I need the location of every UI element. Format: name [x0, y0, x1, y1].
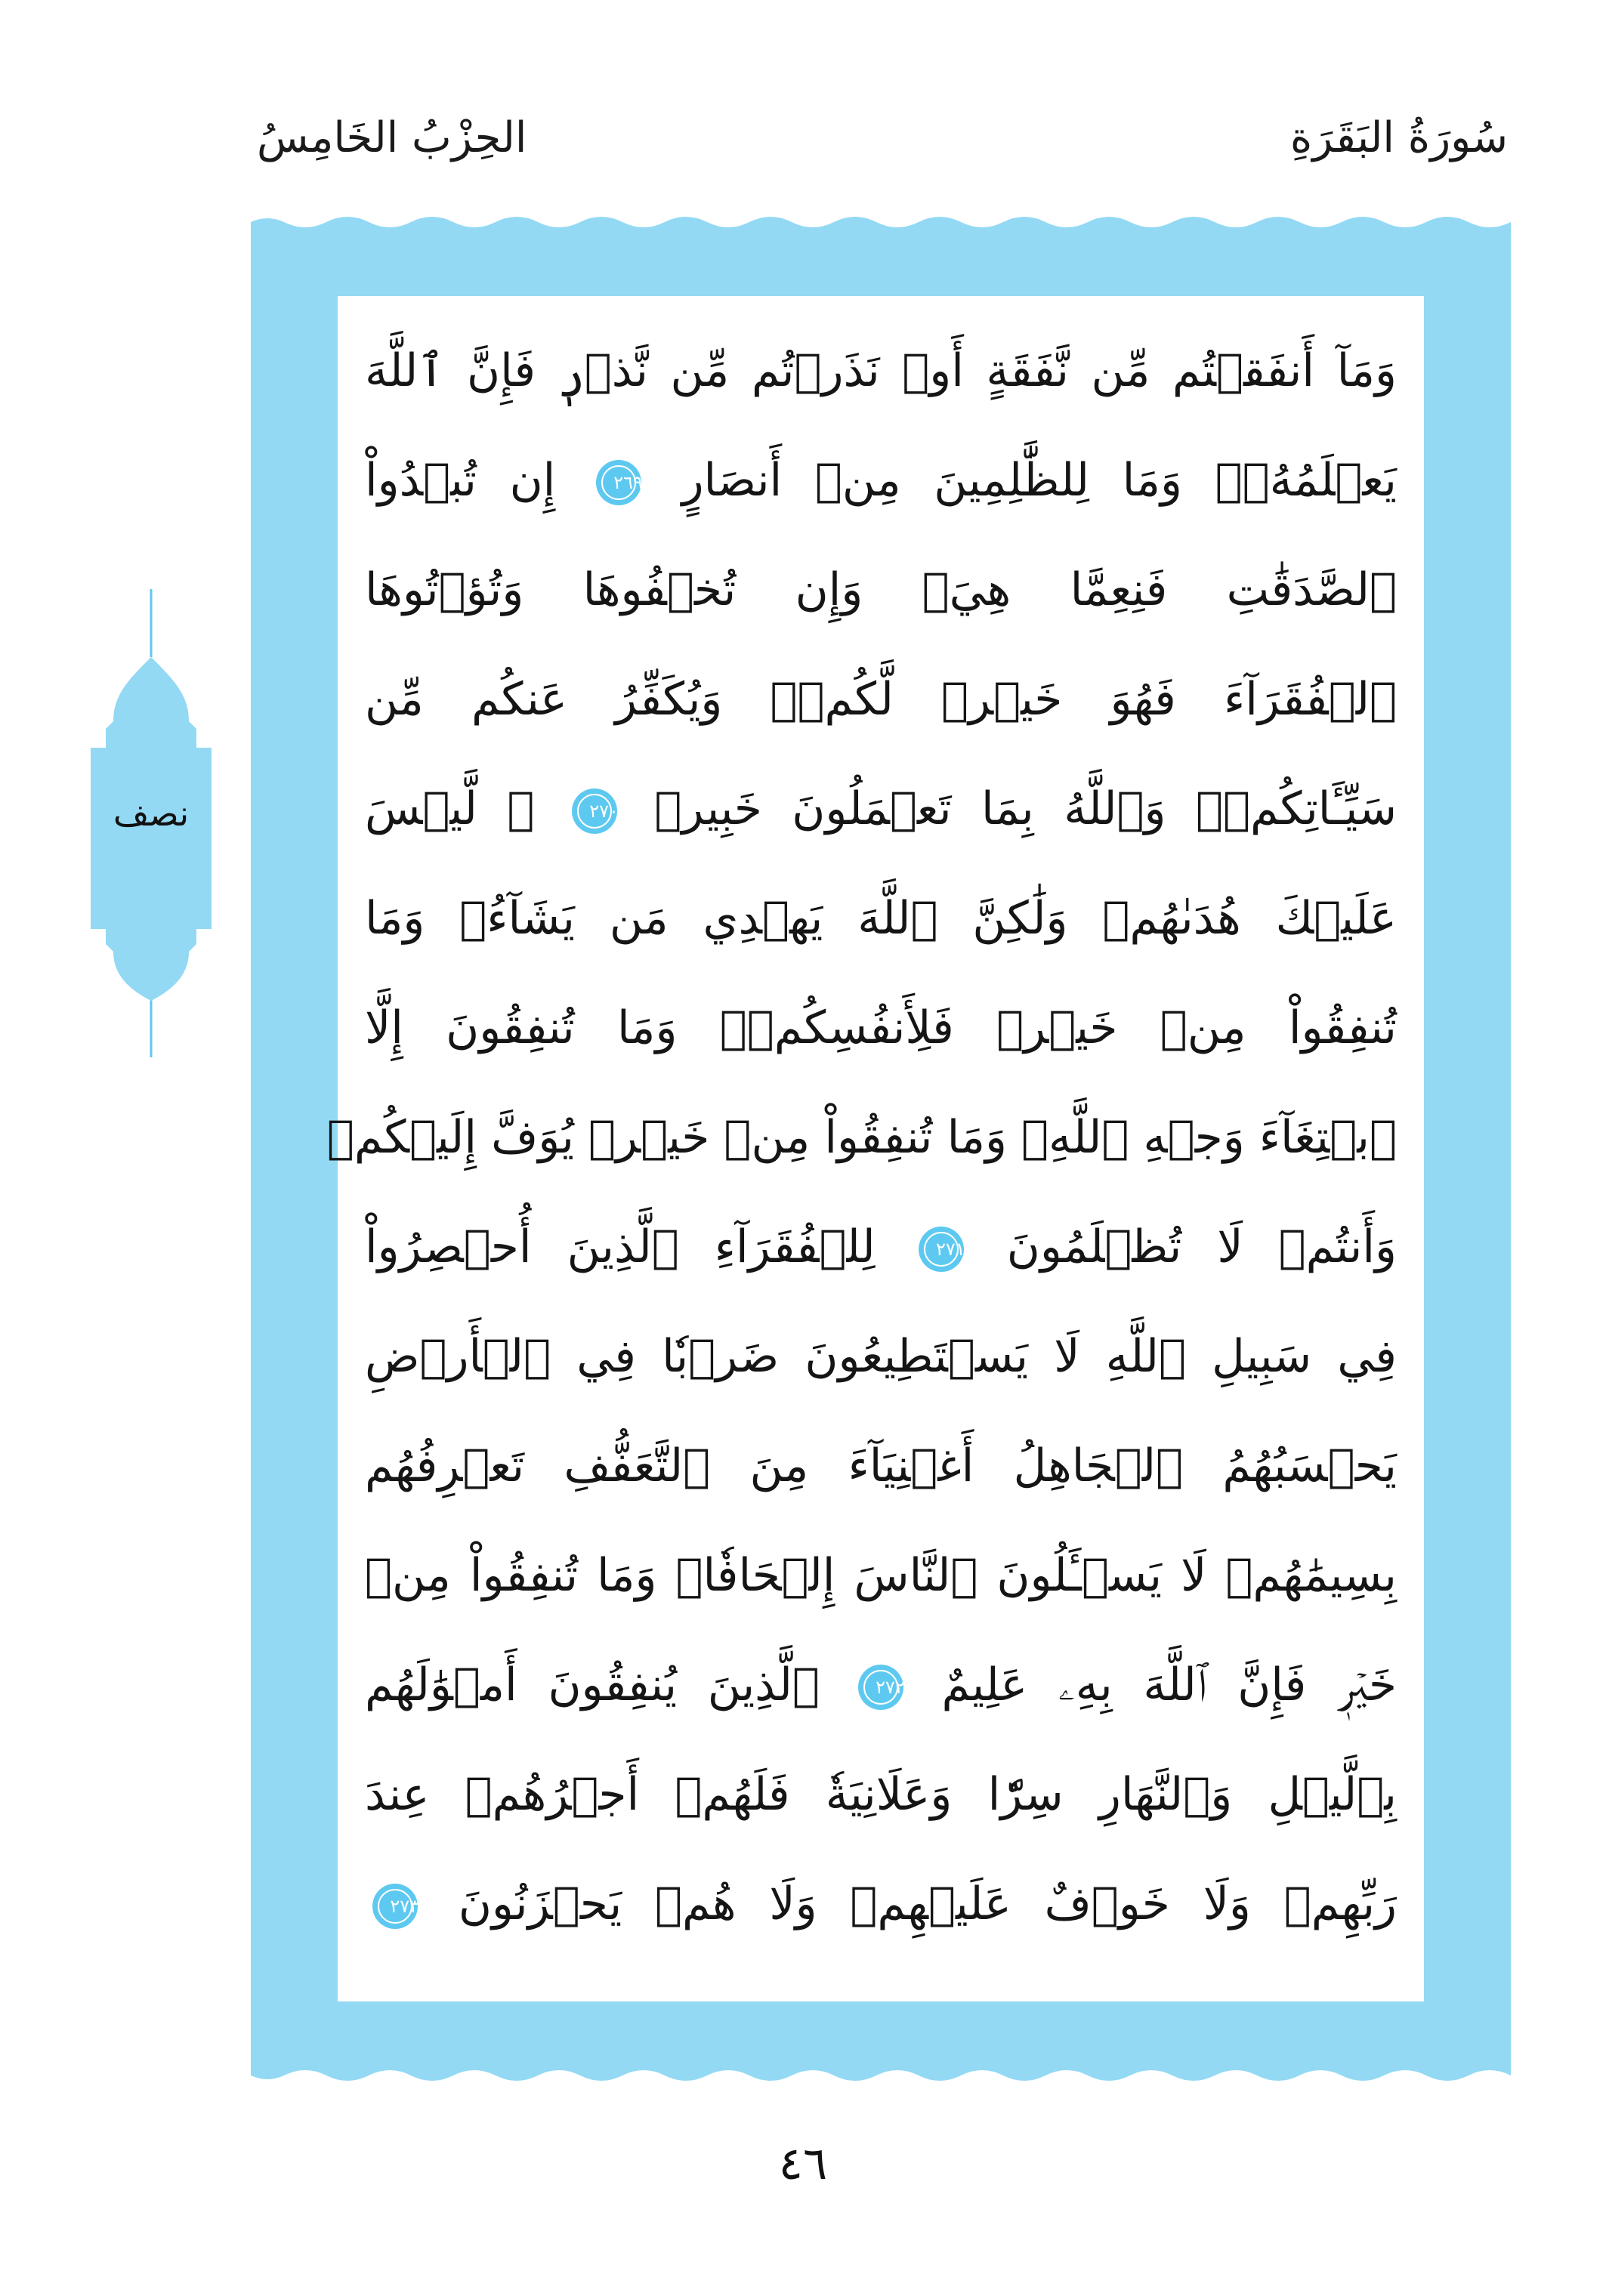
- verse-text: ٱلَّذِينَ يُنفِقُونَ أَمۡوَٰلَهُم: [365, 1659, 820, 1711]
- verse-text: لِلۡفُقَرَآءِ ٱلَّذِينَ أُحۡصِرُواْ: [365, 1221, 876, 1273]
- ayah-number: ٢٦٩: [613, 472, 643, 494]
- verse-text: يَحۡسَبُهُمُ ٱلۡجَاهِلُ أَغۡنِيَآءَ مِنَ ٱلتَّعَفُّفِ تَعۡرِفُهُم: [365, 1440, 1397, 1492]
- verse-text: إِن تُبۡدُواْ: [365, 454, 556, 507]
- verse-text: تُنفِقُواْ مِنۡ خَيۡرٖ فَلِأَنفُسِكُمۡۚ وَمَا تُنفِقُونَ إِلَّا: [365, 1001, 1397, 1054]
- ayah-number-marker: [371, 1882, 419, 1930]
- verse-text: سَيِّـَٔاتِكُمۡۗ وَٱللَّهُ بِمَا تَعۡمَلُونَ خَبِيرٞ: [654, 782, 1398, 835]
- ayah-number-marker: [570, 787, 619, 835]
- page-number: ٤٦: [778, 2137, 828, 2190]
- hizb-name: الحِزْبُ الخَامِسُ: [257, 113, 527, 162]
- ayah-number: ٢٧٣: [390, 1896, 419, 1918]
- verse-line: [365, 1640, 1397, 1730]
- surah-name: سُورَةُ البَقَرَةِ: [1289, 113, 1508, 162]
- verse-text: رَبِّهِمۡ وَلَا خَوۡفٌ عَلَيۡهِمۡ وَلَا هُمۡ يَحۡزَنُونَ: [458, 1878, 1398, 1930]
- verse-text: ٱلصَّدَقَٰتِ فَنِعِمَّا هِيَۖ وَإِن تُخۡفُوهَا وَتُؤۡتُوهَا: [365, 563, 1397, 616]
- verse-line: [365, 326, 1397, 415]
- verse-text: ۞ لَّيۡسَ: [365, 782, 535, 835]
- verse-text: بِٱلَّيۡلِ وَٱلنَّهَارِ سِرّٗا وَعَلَانِيَةٗ فَلَهُمۡ أَجۡرُهُمۡ عِندَ: [365, 1768, 1397, 1821]
- verse-text: عَلَيۡكَ هُدَىٰهُمۡ وَلَٰكِنَّ ٱللَّهَ يَهۡدِي مَن يَشَآءُۗ وَمَا: [365, 892, 1397, 945]
- verse-text: وَأَنتُمۡ لَا تُظۡلَمُونَ: [1006, 1221, 1398, 1273]
- ayah-number-marker: [857, 1663, 905, 1711]
- quran-text-panel: [326, 296, 1424, 2001]
- verse-text: ٱبۡتِغَآءَ وَجۡهِ ٱللَّهِۚ وَمَا تُنفِقُواْ مِنۡ خَيۡرٖ يُوَفَّ إِلَيۡكُمۡ: [326, 1111, 1397, 1164]
- verse-line: [365, 1312, 1397, 1401]
- verse-text: وَمَآ أَنفَقۡتُم مِّن نَّفَقَةٍ أَوۡ نَذَرۡتُم مِّن نَّذۡرٖ فَإِنَّ ٱللَّهَ: [365, 344, 1397, 397]
- verse-line: [365, 983, 1397, 1072]
- verse-line: [365, 1750, 1397, 1839]
- ayah-number: ٢٧٢: [876, 1677, 905, 1699]
- ayah-number-marker: [917, 1225, 965, 1273]
- verse-text: بِسِيمَٰهُمۡ لَا يَسۡـَٔلُونَ ٱلنَّاسَ إِلۡحَافٗاۗ وَمَا تُنفِقُواْ مِنۡ: [365, 1549, 1397, 1602]
- verse-text: ٱلۡفُقَرَآءَ فَهُوَ خَيۡرٞ لَّكُمۡۚ وَيُكَفِّرُ عَنكُم مِّن: [365, 673, 1397, 726]
- verse-line: [365, 545, 1397, 634]
- verse-line: [365, 874, 1397, 963]
- verse-text: خَيۡرٖ فَإِنَّ ٱللَّهَ بِهِۦ عَلِيمٌ: [941, 1659, 1398, 1711]
- verse-line: [365, 764, 1397, 853]
- verse-line: [365, 1421, 1397, 1511]
- page-frame: [251, 211, 1511, 2086]
- ayah-number: ٢٧١: [936, 1239, 965, 1261]
- ayah-number-marker: [595, 458, 643, 507]
- ayah-number: ٢٧٠: [589, 801, 619, 822]
- verse-line: [365, 436, 1397, 525]
- verse-line: [365, 1202, 1397, 1292]
- verse-text: يَعۡلَمُهُۥۗ وَمَا لِلظَّٰلِمِينَ مِنۡ أَنصَارٍ: [681, 454, 1397, 507]
- verse-line: [365, 1531, 1397, 1620]
- verse-line: [365, 1859, 1397, 1949]
- verse-text: فِي سَبِيلِ ٱللَّهِ لَا يَسۡتَطِيعُونَ ضَرۡبٗا فِي ٱلۡأَرۡضِ: [365, 1330, 1397, 1383]
- half-hizb-label: نصف: [113, 793, 190, 834]
- verse-line: [365, 655, 1397, 744]
- verse-line: [326, 1093, 1397, 1182]
